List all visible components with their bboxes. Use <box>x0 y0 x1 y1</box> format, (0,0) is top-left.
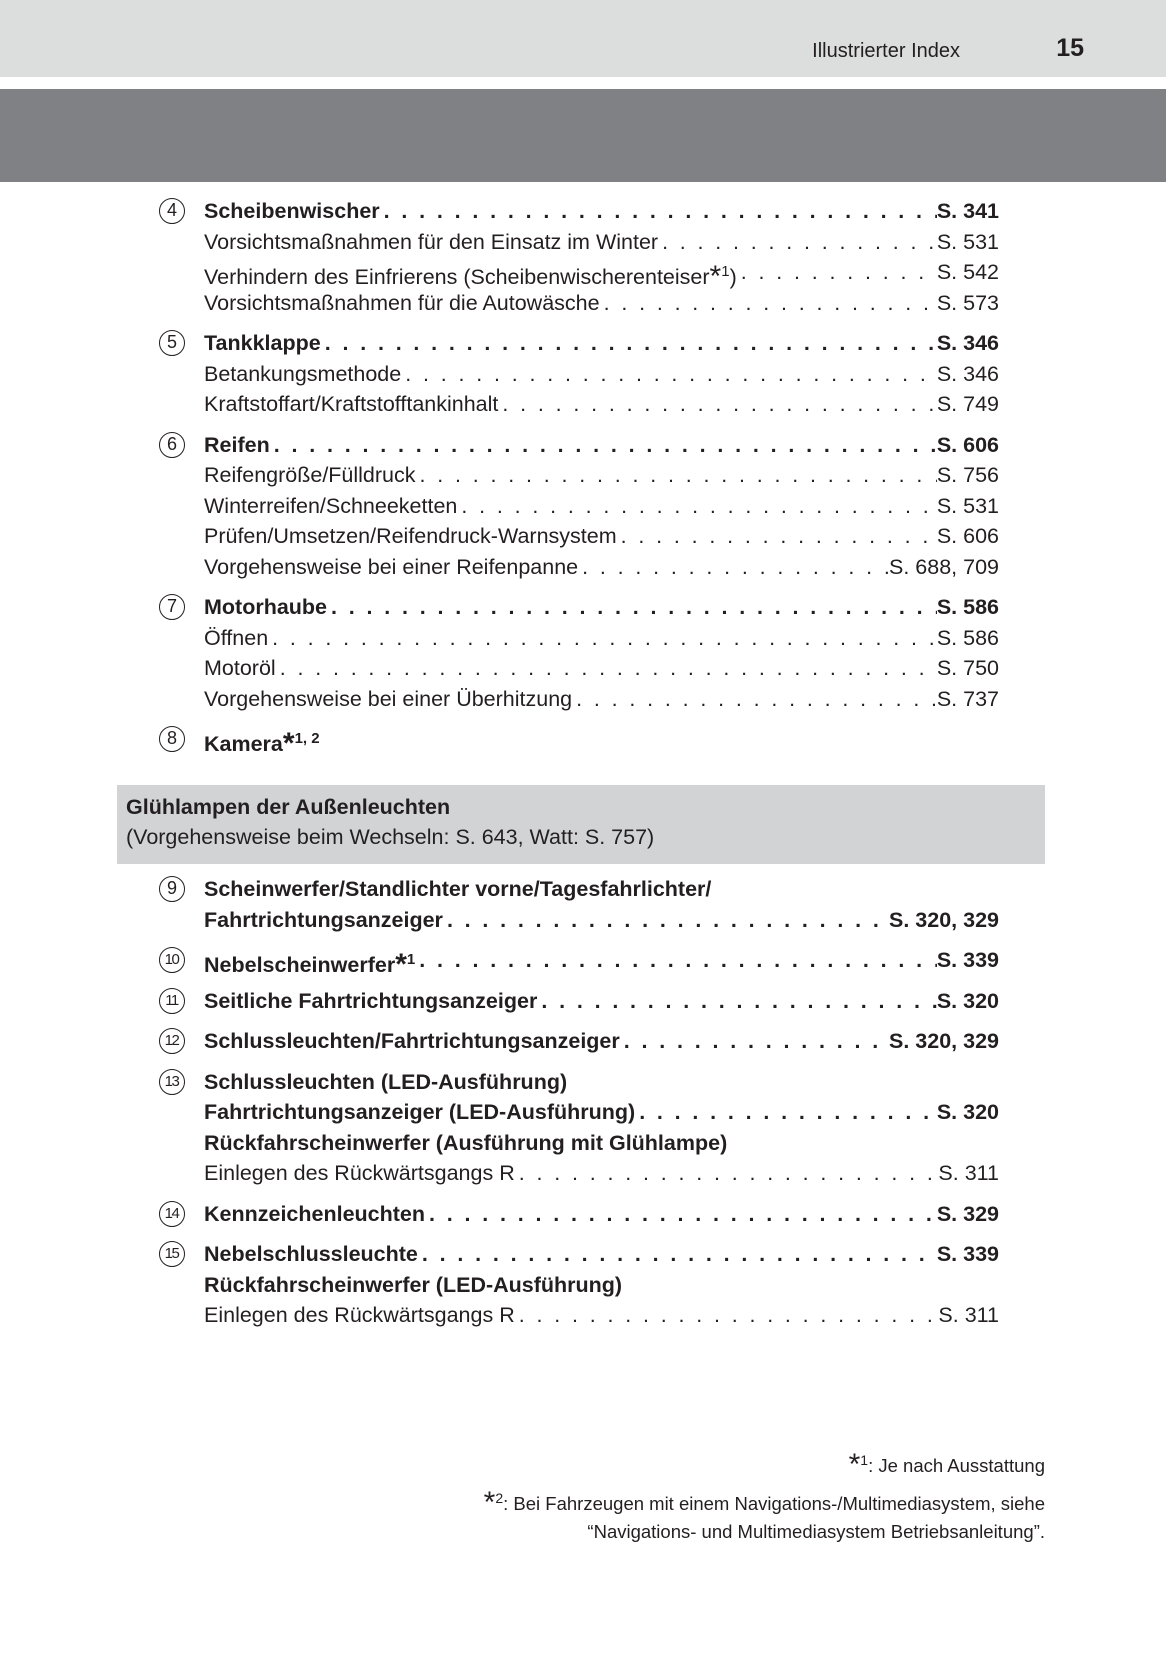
entry-label-text: Rückfahrscheinwerfer (LED-Ausführung) <box>204 1272 623 1297</box>
circled-number: 9 <box>159 876 185 902</box>
index-subentry <box>159 623 999 654</box>
circled-number: 11 <box>159 988 185 1014</box>
page-reference: S. 320, 329 <box>889 1029 999 1053</box>
index-entry <box>159 196 999 227</box>
dot-leader <box>270 430 937 461</box>
footnote-marker: * <box>848 1448 861 1481</box>
circled-number: 6 <box>159 432 185 458</box>
page-reference: S. 329 <box>936 1201 999 1226</box>
entry-label <box>204 724 320 760</box>
entry-label-text: Nebelschlussleuchte <box>204 1242 418 1266</box>
dot-leader <box>537 986 937 1017</box>
circled-number: 13 <box>159 1069 185 1095</box>
page-reference: S. 339 <box>936 948 999 972</box>
entry-label-text: Fahrtrichtungsanzeiger (LED-Ausführung) <box>204 1100 636 1124</box>
index-subentry <box>159 1300 999 1331</box>
index-subentry <box>159 905 999 936</box>
entry-line <box>204 521 999 552</box>
entry-label <box>204 430 270 461</box>
entry-label-text: Fahrtrichtungsanzeiger <box>204 907 443 932</box>
dot-leader <box>635 1097 937 1128</box>
entry-label <box>204 389 498 420</box>
header-title: Illustrierter Index <box>812 40 960 62</box>
entry-label <box>204 653 276 684</box>
circled-number: 15 <box>159 1241 185 1267</box>
index-entry <box>159 430 999 461</box>
entry-label <box>204 1128 727 1159</box>
index-entry <box>159 724 999 760</box>
footnote-marker: * <box>282 727 295 760</box>
index-subentry <box>159 684 999 715</box>
dot-leader <box>617 521 937 552</box>
entry-label <box>204 986 537 1017</box>
page-reference: S. 749 <box>936 392 999 416</box>
footnotes <box>484 1446 1045 1546</box>
dot-leader <box>443 905 889 936</box>
index-subentry <box>159 389 999 420</box>
entry-label <box>204 359 401 390</box>
page-reference: S. 586 <box>936 595 999 619</box>
entry-line <box>204 623 999 654</box>
entry-label-text: Prüfen/Umsetzen/Reifendruck-Warnsystem <box>204 524 617 548</box>
entry-label <box>204 592 327 623</box>
footnote-marker: * <box>709 260 722 293</box>
footnote-text: : Je nach Ausstattung <box>868 1455 1045 1476</box>
entry-line <box>204 684 999 715</box>
dot-leader <box>515 1300 939 1331</box>
bulb-group-header <box>117 785 1045 864</box>
dot-leader <box>658 227 937 258</box>
dot-leader <box>327 592 937 623</box>
index-subentry <box>159 552 999 583</box>
index-entry <box>159 1199 999 1230</box>
entry-label <box>204 1239 418 1270</box>
entry-label <box>204 684 572 715</box>
entry-label <box>204 1097 635 1128</box>
entry-label-text: Scheibenwischer <box>204 199 380 223</box>
page-reference: S. 737 <box>936 686 999 711</box>
footnote-text: “Navigations- und Multimediasystem Betriebsanleitung”. <box>587 1521 1045 1542</box>
entry-label <box>204 1300 515 1331</box>
entry-label-text: Vorgehensweise bei einer Überhitzung <box>204 686 573 711</box>
entry-label-text: Reifengröße/Fülldruck <box>204 463 416 487</box>
dot-leader <box>457 491 936 522</box>
footnote-ref: 1 <box>721 263 730 280</box>
dot-leader <box>418 1239 937 1270</box>
page-reference: S. 688, 709 <box>889 554 999 579</box>
index-entry <box>159 1067 999 1098</box>
entry-line <box>204 945 999 981</box>
circled-number: 7 <box>159 594 185 620</box>
entry-line <box>204 328 999 359</box>
dot-leader <box>578 552 889 583</box>
entry-label-text: Kennzeichenleuchten <box>204 1201 426 1226</box>
footnote <box>484 1518 1045 1546</box>
index-subentry <box>159 521 999 552</box>
index-entry <box>159 874 999 905</box>
page-reference: S. 606 <box>936 524 999 548</box>
index-entry <box>159 592 999 623</box>
entry-line <box>204 653 999 684</box>
entry-line <box>204 592 999 623</box>
header-divider <box>0 77 1166 80</box>
entry-line <box>204 460 999 491</box>
entry-label <box>204 1199 425 1230</box>
page-reference: S. 346 <box>936 331 999 355</box>
entry-label <box>204 288 600 319</box>
page-reference: S. 320 <box>936 1100 999 1124</box>
entry-label-text: ) <box>729 265 737 289</box>
dot-leader <box>415 945 937 981</box>
entry-label <box>204 623 268 654</box>
page-reference: S. 339 <box>936 1242 999 1266</box>
dot-leader <box>425 1199 937 1230</box>
entry-label <box>204 1158 515 1189</box>
page-number: 15 <box>1056 34 1084 62</box>
index-subentry <box>159 257 999 293</box>
index-entry <box>159 986 999 1017</box>
page-reference: S. 320 <box>936 988 999 1013</box>
entry-label-text: Vorsichtsmaßnahmen für die Autowäsche <box>204 290 600 315</box>
index-subentry <box>159 1128 999 1159</box>
entry-label <box>204 521 617 552</box>
index-entry <box>159 328 999 359</box>
entry-label-text: Scheinwerfer/Standlichter vorne/Tagesfahrlichter/ <box>204 877 712 901</box>
entry-label-text: Schlussleuchten (LED-Ausführung) <box>204 1069 568 1094</box>
index-subentry <box>159 491 999 522</box>
page-reference: S. 341 <box>936 199 999 223</box>
entry-label <box>204 552 578 583</box>
entry-line <box>204 1239 999 1270</box>
circled-number: 5 <box>159 330 185 356</box>
section-band <box>0 89 1166 182</box>
entry-label <box>204 874 711 905</box>
entry-label-text: Winterreifen/Schneeketten <box>204 493 458 518</box>
footnote-ref: 2 <box>495 1490 504 1506</box>
entry-label-text: Nebelscheinwerfer <box>204 953 396 977</box>
entry-line <box>204 1199 999 1230</box>
index-subentry <box>159 653 999 684</box>
dot-leader <box>268 623 937 654</box>
entry-label-text: Öffnen <box>204 625 269 650</box>
entry-line <box>204 1026 999 1057</box>
entry-line <box>204 359 999 390</box>
circled-number: 10 <box>159 947 185 973</box>
index-subentry <box>159 1097 999 1128</box>
entry-line <box>204 986 999 1017</box>
entry-label-text: Reifen <box>204 432 270 457</box>
index-entry <box>159 1239 999 1270</box>
entry-label <box>204 491 457 522</box>
footnote-marker: * <box>395 948 407 981</box>
entry-label-text: Vorgehensweise bei einer Reifenpanne <box>204 554 579 579</box>
entry-label <box>204 196 380 227</box>
entry-label <box>204 945 415 981</box>
entry-label <box>204 905 443 936</box>
entry-label-text: Tankklappe <box>204 331 321 355</box>
page-reference: S. 542 <box>936 260 999 284</box>
footnote-ref: 1, 2 <box>294 730 320 747</box>
entry-line <box>204 724 999 760</box>
footnote <box>484 1484 1045 1518</box>
index-list-wheels-hood <box>159 196 999 760</box>
page-reference: S. 320, 329 <box>889 907 999 932</box>
index-subentry <box>159 460 999 491</box>
page-reference: S. 311 <box>938 1303 999 1327</box>
page-reference: S. 573 <box>936 290 999 315</box>
entry-line <box>204 1270 999 1301</box>
dot-leader <box>416 460 937 491</box>
index-subentry <box>159 359 999 390</box>
dot-leader <box>572 684 937 715</box>
entry-label <box>204 1270 622 1301</box>
entry-label <box>204 1067 567 1098</box>
circled-number: 12 <box>159 1028 185 1054</box>
index-subentry <box>159 288 999 319</box>
entry-line <box>204 552 999 583</box>
page-reference: S. 531 <box>936 229 999 254</box>
entry-line <box>204 1097 999 1128</box>
entry-label-text: Kraftstoffart/Kraftstofftankinhalt <box>204 392 499 416</box>
footnote-ref: 1 <box>860 1452 869 1468</box>
entry-line <box>204 874 999 905</box>
entry-label <box>204 1026 620 1057</box>
entry-line <box>204 1158 999 1189</box>
circled-number: 8 <box>159 726 185 752</box>
entry-line <box>204 227 999 258</box>
dot-leader <box>498 389 936 420</box>
page-reference: S. 346 <box>936 361 999 386</box>
dot-leader <box>401 359 937 390</box>
group-subtitle: (Vorgehensweise beim Wechseln: S. 643, Watt: S. 757) <box>126 825 655 849</box>
entry-label-text: Verhindern des Einfrierens (Scheibenwischerenteiser <box>204 265 710 289</box>
group-title: Glühlampen der Außenleuchten <box>126 795 451 819</box>
page-reference: S. 756 <box>936 463 999 487</box>
entry-label <box>204 328 321 359</box>
entry-line <box>204 430 999 461</box>
index-subentry <box>159 227 999 258</box>
footnote <box>484 1446 1045 1480</box>
entry-line <box>204 288 999 319</box>
entry-label <box>204 227 658 258</box>
dot-leader <box>600 288 937 319</box>
entry-line <box>204 491 999 522</box>
entry-line <box>204 1067 999 1098</box>
footnote-ref: 1 <box>406 951 416 968</box>
index-subentry <box>159 1270 999 1301</box>
index-entry <box>159 1026 999 1057</box>
entry-label-text: Kamera <box>204 732 283 756</box>
entry-label-text: Vorsichtsmaßnahmen für den Einsatz im Winter <box>204 229 659 254</box>
entry-label-text: Rückfahrscheinwerfer (Ausführung mit Glühlampe) <box>204 1130 728 1155</box>
entry-label-text: Seitliche Fahrtrichtungsanzeiger <box>204 988 538 1013</box>
entry-line <box>204 1128 999 1159</box>
entry-label-text: Motorhaube <box>204 595 328 619</box>
dot-leader <box>276 653 937 684</box>
footnote-text: : Bei Fahrzeugen mit einem Navigations-/Multimediasystem, siehe <box>503 1493 1045 1514</box>
entry-line <box>204 389 999 420</box>
page-reference: S. 606 <box>936 432 999 457</box>
entry-label-text: Einlegen des Rückwärtsgangs R <box>204 1303 515 1327</box>
dot-leader <box>515 1158 939 1189</box>
dot-leader <box>620 1026 889 1057</box>
dot-leader <box>321 328 937 359</box>
entry-label <box>204 460 416 491</box>
entry-line <box>204 196 999 227</box>
entry-label-text: Motoröl <box>204 656 276 680</box>
entry-label-text: Einlegen des Rückwärtsgangs R <box>204 1161 515 1185</box>
entry-line <box>204 905 999 936</box>
page-reference: S. 586 <box>936 625 999 650</box>
footnote-marker: * <box>483 1486 496 1519</box>
entry-label-text: Betankungsmethode <box>204 361 402 386</box>
index-list-exterior-lights <box>159 874 999 1331</box>
dot-leader <box>380 196 937 227</box>
index-subentry <box>159 1158 999 1189</box>
index-entry <box>159 945 999 981</box>
page-reference: S. 311 <box>938 1161 999 1185</box>
page-reference: S. 750 <box>936 656 999 680</box>
circled-number: 4 <box>159 198 185 224</box>
header-bar <box>0 0 1166 77</box>
entry-label-text: Schlussleuchten/Fahrtrichtungsanzeiger <box>204 1029 620 1053</box>
page-reference: S. 531 <box>936 493 999 518</box>
entry-line <box>204 1300 999 1331</box>
circled-number: 14 <box>159 1201 185 1227</box>
